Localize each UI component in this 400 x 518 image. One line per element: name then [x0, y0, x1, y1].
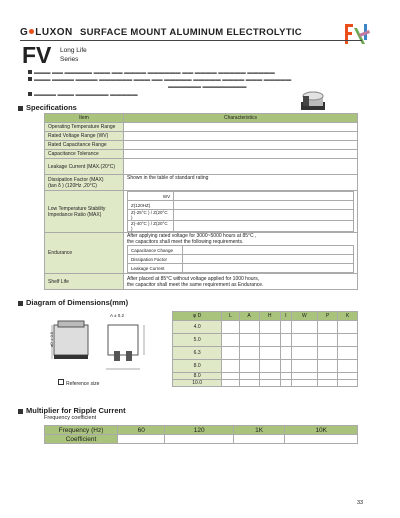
ripple-coef-row: Coefficient: [45, 435, 358, 444]
table-row: Leakage Current (MAX.(20°C): [45, 159, 358, 175]
dims-header-row: φ D L A H I W P K: [173, 312, 358, 321]
specifications-table: [44, 113, 358, 290]
section-bullet-icon: [18, 409, 23, 414]
table-row: Operating Temperature Range: [45, 123, 358, 132]
section-bullet-icon: [18, 106, 23, 111]
table-row: Rated Voltage Range (WV): [45, 132, 358, 141]
feature-item-3: ▬▬▬▬▬▬ ▬▬▬▬▬▬▬▬: [168, 84, 247, 90]
feature-item-2: ▬▬▬ ▬▬▬▬ ▬▬▬▬ ▬▬▬▬▬▬ ▬▬▬ ▬▬ ▬▬▬▬▬ ▬▬▬▬▬ ▬▬▬▬ ▬▬▬ ▬▬▬▬▬: [28, 77, 291, 83]
table-row: 8.0: [173, 360, 358, 373]
series-sub-line-2: Series: [60, 56, 79, 63]
table-row: 10.0: [173, 380, 358, 387]
dim-label-d: øD ± 0.5: [49, 331, 55, 348]
brand-mark-icon: [342, 20, 372, 48]
capacitor-photo-icon: [298, 84, 328, 114]
ripple-freq-row: Frequency (Hz) 60 120 1K 10K: [45, 426, 358, 435]
lts-z25: Z(-25°C ) / Z(20°C ): [128, 210, 174, 221]
spec-header-row: [45, 114, 358, 123]
endurance-table: Capacitance Change Dissipation Factor Leakage Current: [127, 245, 354, 273]
brand-name: LUXON: [35, 27, 73, 38]
lts-z40: Z(-40°C ) / Z(20°C ): [128, 221, 174, 232]
table-row: 6.3: [173, 347, 358, 360]
table-row: Dissipation Factor (MAX) (tan δ ) (120Hz ,20°C) Shown in the table of standard rating: [45, 175, 358, 191]
lts-wv: WV: [128, 192, 174, 201]
table-row: 4.0: [173, 321, 358, 334]
page-title: SURFACE MOUNT ALUMINUM ELECTROLYTIC: [80, 27, 302, 38]
feature-item-1: ▬▬▬ ▬▬ ▬▬▬▬▬ ▬▬▬ ▬▬ ▬▬▬▬ ▬▬▬▬▬▬ ▬▬ ▬▬▬▬ ▬▬▬▬▬ ▬▬▬▬▬: [28, 70, 275, 76]
bullet-icon: [28, 92, 32, 96]
series-sub-line-1: Long Life: [60, 47, 87, 54]
col-item: Item: [45, 114, 124, 123]
lts-z120: Z(120HZ): [128, 201, 174, 210]
bullet-icon: [28, 77, 32, 81]
dim-caption: Reference size: [58, 379, 99, 387]
series-name: FV: [22, 42, 52, 68]
table-row: 8.0: [173, 373, 358, 380]
brand-logo: [20, 27, 73, 38]
section-title-ripple: Multiplier for Ripple Current: [18, 406, 126, 415]
series-subtitle: [60, 46, 87, 64]
dim-label-a: A ± 0.2: [110, 313, 124, 318]
page-number: 33: [357, 500, 364, 506]
section-title-dimensions: Diagram of Dimensions(mm): [18, 298, 128, 307]
brand-prefix: G: [20, 27, 29, 38]
ripple-subtitle: Frequency coefficient: [44, 415, 97, 421]
table-row: Shelf Life After placed at 85°C without voltage applied for 1000 hours, the capacitor shall meet the same requirement as Endurance.: [45, 274, 358, 290]
section-bullet-icon: [18, 301, 23, 306]
header-rule: [20, 40, 362, 41]
table-row: Endurance After applying rated voltage for 3000~5000 hours at 85°C , the capacitors shall meet the following requirements. Capacitance Change Dissipation Factor Leakage Current: [45, 233, 358, 274]
ripple-table: [44, 425, 358, 444]
legend-box-icon: [58, 379, 64, 385]
col-characteristics: Characteristics: [124, 114, 358, 123]
bullet-icon: [28, 70, 32, 74]
low-temp-table: [127, 191, 354, 232]
dimensions-table: [172, 311, 358, 387]
logo-dot-icon: [29, 29, 34, 34]
table-row: Low Temperature Stability Impedance Ratio (MAX) WV Z(120HZ) Z(-25°C ) / Z(20°C ) Z(-40°C ) / Z(20°C ): [45, 191, 358, 233]
table-row: 5.0: [173, 334, 358, 347]
table-row: Capacitance Tolerance: [45, 150, 358, 159]
dimension-diagram: [44, 311, 168, 387]
table-row: Rated Capacitance Range: [45, 141, 358, 150]
capacitor-outline-icon: [44, 311, 168, 387]
section-title-specifications: Specifications: [18, 103, 77, 112]
feature-item-4: ▬▬▬▬ ▬▬▬ ▬▬▬▬▬▬ ▬▬▬▬▬: [28, 92, 138, 98]
